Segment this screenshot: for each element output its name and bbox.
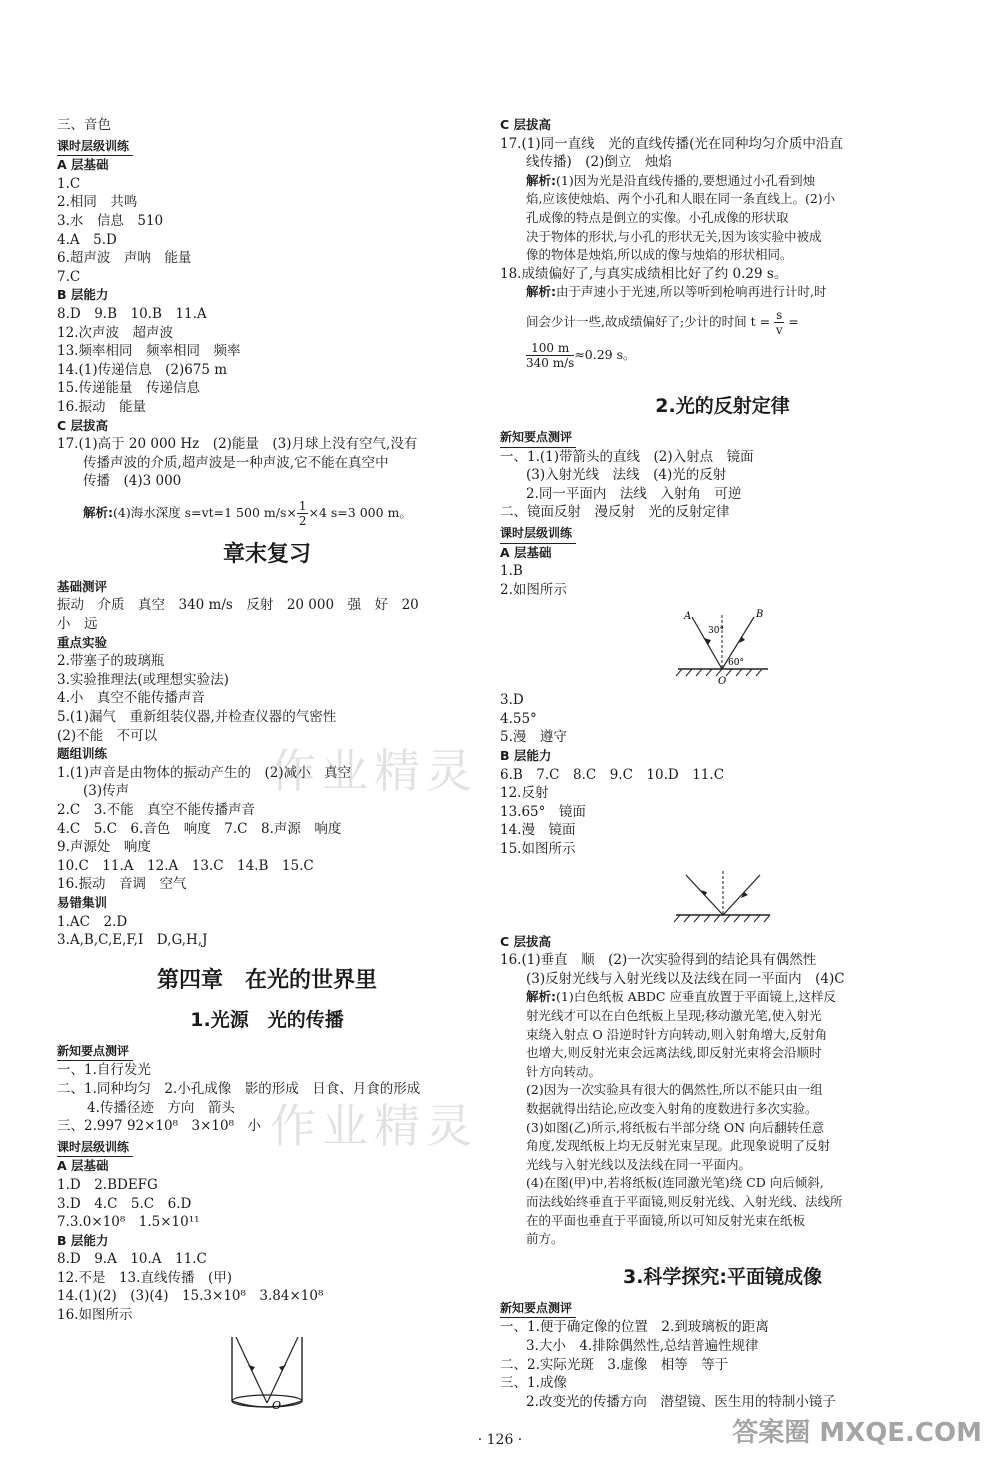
angle-label: 60° xyxy=(727,658,744,669)
level-heading: B 层能力 xyxy=(57,287,109,303)
explanation-line: 射光线才可以在白色纸板上呈现;移动激光笔,使入射光 xyxy=(526,1008,822,1023)
answer-line: 2.相同 共鸣 xyxy=(57,194,138,211)
reflection-diagram-1 xyxy=(668,605,778,685)
level-heading: B 层能力 xyxy=(57,1232,109,1248)
answer-line: 传播 (4)3 000 xyxy=(83,473,182,490)
section-heading: 新知要点测评 xyxy=(500,1299,576,1319)
chapter-title: 第四章 在光的世界里 xyxy=(156,967,377,993)
text-line: 三、音色 xyxy=(57,117,111,133)
lesson-title: 3.科学探究:平面镜成像 xyxy=(622,1265,823,1288)
explanation-line: 光线与入射光线以及法线在同一平面内。 xyxy=(526,1156,752,1172)
answer-line: 一、1.自行发光 xyxy=(57,1062,151,1079)
answer-line: 1.C xyxy=(57,175,81,192)
answer-line: 4.55° xyxy=(500,710,537,727)
answer-line: 8.D 9.A 10.A 11.C xyxy=(57,1251,207,1268)
explanation-line: 前方。 xyxy=(526,1231,564,1247)
explanation-line: 解析:(1)因为光是沿直线传播的,要想通过小孔看到烛 xyxy=(526,172,816,188)
answer-line: 二、镜面反射 漫反射 光的反射定律 xyxy=(500,504,730,521)
answer-line: 13.频率相同 频率相同 频率 xyxy=(57,343,241,360)
section-heading: 新知要点测评 xyxy=(500,428,576,448)
answer-line: 线传播) (2)倒立 烛焰 xyxy=(526,154,672,171)
answer-line: 12.反射 xyxy=(500,785,549,802)
answer-line: 13.65° 镜面 xyxy=(500,803,586,820)
point-label: O xyxy=(717,676,726,686)
answer-line: 二、1.同种均匀 2.小孔成像 影的形成 日食、月食的形成 xyxy=(57,1080,421,1097)
answer-line: (2)不能 不可以 xyxy=(57,727,158,744)
answer-line: 二、2.实际光斑 3.虚像 相等 等于 xyxy=(500,1356,729,1373)
corner-logo: 答案圈 MXQE.COM xyxy=(732,1418,982,1448)
answer-line: 16.如图所示 xyxy=(57,1307,133,1324)
answer-line: 6.超声波 声呐 能量 xyxy=(57,250,192,267)
explanation-line: 数据就得出结论,应改变入射角的度数进行多次实验。 xyxy=(526,1100,818,1116)
answer-line: 3.D xyxy=(500,692,524,709)
section-heading: 易错集训 xyxy=(57,894,108,910)
answer-line: 小 远 xyxy=(57,616,98,633)
answer-line: 14.(1)传递信息 (2)675 m xyxy=(57,361,228,378)
answer-line: 3.D 4.C 5.C 6.D xyxy=(57,1195,192,1212)
level-heading: A 层基础 xyxy=(57,1158,109,1174)
answer-line: 18.成绩偏好了,与真实成绩相比好了约 0.29 s。 xyxy=(500,265,788,282)
point-label: A xyxy=(683,611,691,623)
answer-line: 5.(1)漏气 重新组装仪器,并检查仪器的气密性 xyxy=(57,709,337,726)
level-heading: A 层基础 xyxy=(57,157,109,173)
explanation-line: $\frac{100 m}{340 m/s}$ ≈0.29 s。 xyxy=(526,340,636,370)
explanation-line: 在的平面也垂直于平面镜,所以可知反射光束在纸板 xyxy=(526,1212,805,1228)
answer-line: 振动 介质 真空 340 m/s 反射 20 000 强 好 20 xyxy=(57,597,419,614)
lesson-title: 2.光的反射定律 xyxy=(655,394,790,417)
answer-line: 4.小 真空不能传播声音 xyxy=(57,690,205,707)
section-heading: 题组训练 xyxy=(57,746,108,762)
answer-line: 16.(1)垂直 顺 (2)一次实验得到的结论具有偶然性 xyxy=(500,952,817,969)
explanation-line: (4)在图(甲)中,若将纸板(连同激光笔)绕 CD 向后倾斜, xyxy=(526,1175,824,1191)
answer-line: 5.漫 遵守 xyxy=(500,729,567,746)
review-heading: 章末复习 xyxy=(222,541,311,567)
answer-line: 传播声波的介质,超声波是一种声波,它不能在真空中 xyxy=(83,454,389,471)
answer-line: 2.C 3.不能 真空不能传播声音 xyxy=(57,802,256,818)
explanation-line: 针方向转动。 xyxy=(526,1063,602,1079)
section-heading: 新知要点测评 xyxy=(57,1042,133,1062)
answer-line: 3.大小 4.排除偶然性,总结普遍性规律 xyxy=(526,1337,759,1354)
answer-line: 一、1.(1)带箭头的直线 (2)入射点 镜面 xyxy=(500,448,754,465)
answer-line: 17.(1)同一直线 光的直线传播(光在同种均匀介质中沿直 xyxy=(500,135,843,152)
answer-line: 3.A,B,C,E,F,I D,G,H,J xyxy=(57,932,208,949)
page-number: · 126 · xyxy=(477,1432,523,1448)
section-heading: 课时层级训练 xyxy=(57,137,133,157)
answer-line: 7.C xyxy=(57,268,81,285)
explanation-line: 像的物体是烛焰,所以成的像与烛焰的形状相同。 xyxy=(526,247,793,263)
answer-line: 16.振动 音调 空气 xyxy=(57,876,187,893)
answer-line: 1.AC 2.D xyxy=(57,913,128,930)
reflection-diagram-2 xyxy=(668,865,778,927)
explanation-line: 解析:(1)白色纸板 ABDC 应垂直放置于平面镜上,这样反 xyxy=(526,989,836,1005)
explanation-line: 解析:由于声速小于光速,所以等听到枪响再进行计时,时 xyxy=(526,284,827,300)
answer-line: (3)反射光线与入射光线以及法线在同一平面内 (4)C xyxy=(526,970,845,987)
section-heading: 课时层级训练 xyxy=(500,524,576,544)
explanation-line: 也增大,则反射光束会远离法线,即反射光束将会沿顺时 xyxy=(526,1045,822,1061)
explanation-line: (3)如图(乙)所示,将纸板右半部分绕 ON 向后翻转任意 xyxy=(526,1119,825,1135)
answer-line: 9.声源处 响度 xyxy=(57,839,151,856)
answer-line: 14.(1)(2) (3)(4) 15.3×10⁸ 3.84×10⁸ xyxy=(57,1288,324,1305)
answer-line: 2.同一平面内 法线 入射角 可逆 xyxy=(526,485,742,502)
answer-line: 2.如图所示 xyxy=(500,581,567,598)
answer-line: (3)入射光线 法线 (4)光的反射 xyxy=(526,467,727,484)
answer-line: 4.传播径迹 方向 箭头 xyxy=(87,1099,235,1116)
section-heading: 重点实验 xyxy=(57,634,108,650)
answer-line: 8.D 9.B 10.B 11.A xyxy=(57,305,207,322)
explanation-line: 间会少计一些,故成绩偏好了;少计的时间 t = $\frac{s}{v}$ = xyxy=(526,307,799,337)
section-heading: 基础测评 xyxy=(57,578,108,594)
pinhole-diagram xyxy=(222,1331,312,1413)
answer-line: 6.B 7.C 8.C 9.C 10.D 11.C xyxy=(500,766,725,783)
answer-line: 4.C 5.C 6.音色 响度 7.C 8.声源 响度 xyxy=(57,820,342,837)
explanation-line: 束绕入射点 O 沿逆时针方向转动,则入射角增大,反射角 xyxy=(526,1026,828,1042)
explanation-line: 孔成像的特点是倒立的实像。小孔成像的形状取 xyxy=(526,209,789,225)
answer-line: (3)传声 xyxy=(83,783,130,800)
level-heading: C 层拔高 xyxy=(500,117,552,132)
answer-line: 7.3.0×10⁸ 1.5×10¹¹ xyxy=(57,1214,200,1231)
answer-line: 12.次声波 超声波 xyxy=(57,324,173,341)
explanation-line: (2)因为一次实验具有很大的偶然性,所以不能只由一组 xyxy=(526,1082,823,1098)
level-heading: C 层拔高 xyxy=(57,417,109,433)
answer-line: 三、1.成像 xyxy=(500,1375,567,1392)
answer-line: 1.D 2.BDEFG xyxy=(57,1176,158,1193)
answer-line: 15.如图所示 xyxy=(500,841,576,858)
watermark: 作业精灵 xyxy=(270,1099,478,1153)
answer-line: 12.不是 13.直线传播 (甲) xyxy=(57,1269,232,1286)
watermark: 作业精灵 xyxy=(270,744,478,798)
angle-label: 30° xyxy=(707,626,724,637)
answer-line: 17.(1)高于 20 000 Hz (2)能量 (3)月球上没有空气,没有 xyxy=(57,436,418,453)
answer-line: 3.实验推理法(或理想实验法) xyxy=(57,671,229,688)
explanation-line: 而法线始终垂直于平面镜,则反射光线、入射光线、法线所 xyxy=(526,1193,843,1209)
answer-line: 2.带塞子的玻璃瓶 xyxy=(57,653,165,670)
answer-line: 一、1.便于确定像的位置 2.到玻璃板的距离 xyxy=(500,1319,769,1336)
answer-line: 10.C 11.A 12.A 13.C 14.B 15.C xyxy=(57,857,314,874)
answer-line: 2.改变光的传播方向 潜望镜、医生用的特制小镜子 xyxy=(526,1393,836,1410)
explanation-line: 焰,应该使烛焰、两个小孔和人眼在同一条直线上。(2)小 xyxy=(526,191,836,207)
point-label: B xyxy=(755,609,763,621)
right-column xyxy=(500,116,945,1411)
explanation-line: 角度,发现纸板上均无反射光束呈现。此现象说明了反射 xyxy=(526,1138,830,1154)
answer-line: 14.漫 镜面 xyxy=(500,822,576,839)
lesson-title: 1.光源 光的传播 xyxy=(190,1008,344,1031)
answer-line: 1.(1)声音是由物体的振动产生的 (2)减小 真空 xyxy=(57,764,352,781)
answer-line: 16.振动 能量 xyxy=(57,398,146,415)
answer-line: 三、2.997 92×10⁸ 3×10⁸ 小 xyxy=(57,1118,262,1135)
answer-line: 4.A 5.D xyxy=(57,231,117,248)
section-heading: 课时层级训练 xyxy=(57,1138,133,1158)
explanation-line: 决于物体的形状,与小孔的形状无关,因为该实验中被成 xyxy=(526,228,822,244)
explanation-line: 解析:(4)海水深度 s=vt=1 500 m/s× $\frac{1}{2}$ ×4 s=3 000 m。 xyxy=(83,498,412,528)
answer-line: 15.传递能量 传递信息 xyxy=(57,380,200,397)
answer-line: 3.水 信息 510 xyxy=(57,212,164,229)
point-label: O xyxy=(272,1398,282,1412)
level-heading: B 层能力 xyxy=(500,748,552,764)
level-heading: A 层基础 xyxy=(500,544,552,560)
level-heading: C 层拔高 xyxy=(500,933,552,949)
answer-line: 1.B xyxy=(500,563,523,580)
